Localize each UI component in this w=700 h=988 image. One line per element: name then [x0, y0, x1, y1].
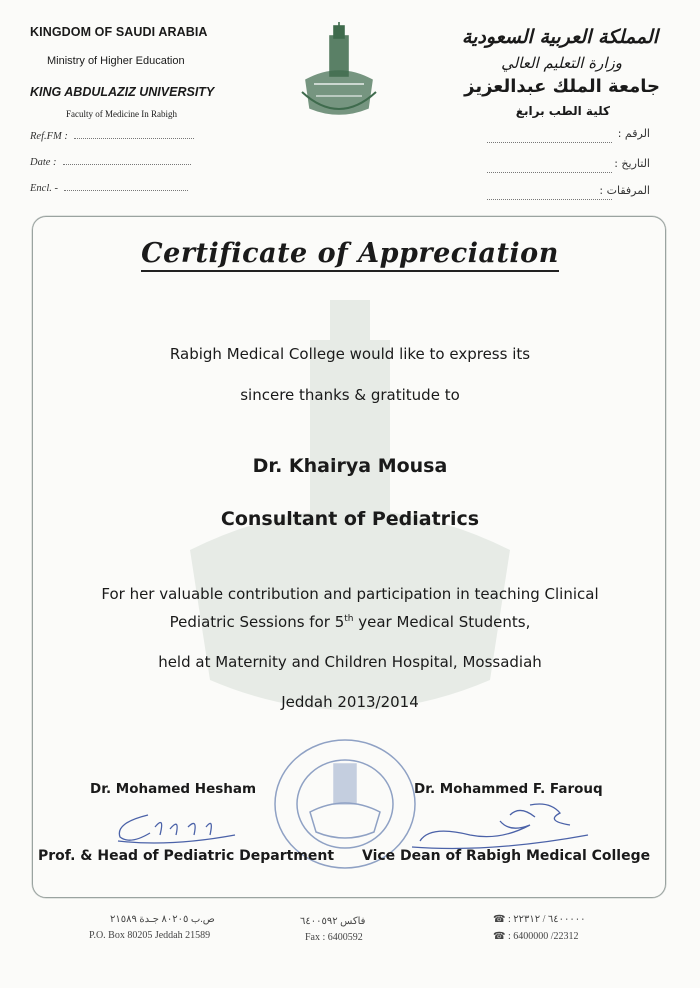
recipient-position: Consultant of Pediatrics: [220, 508, 480, 530]
recipient-name: Dr. Khairya Mousa: [252, 455, 448, 477]
footer-pobox: P.O. Box 80205 Jeddah 21589: [89, 930, 211, 941]
left-signature-icon: [110, 805, 240, 845]
footer-phone: ☎ : 6400000 /22312: [493, 931, 579, 942]
body-line-1: For her valuable contribution and participation in teaching Clinical: [101, 585, 599, 603]
body-line-3: held at Maternity and Children Hospital, Mossadiah: [158, 653, 542, 671]
certificate-title: [0, 238, 700, 269]
body-line-2-superscript: th: [344, 614, 354, 624]
arabic-ref-label: الرقم :: [617, 127, 650, 140]
arabic-encl-label: المرفقات :: [599, 184, 650, 197]
arabic-ministry-label: وزارة التعليم العالي: [501, 54, 622, 72]
arabic-date-label: التاريخ :: [614, 157, 650, 170]
footer-phone-arabic: ☎ : ٦٤٠٠٠٠٠ / ٢٢٣١٢: [493, 914, 586, 925]
arabic-encl-line: [487, 198, 612, 200]
left-signatory-title: Prof. & Head of Pediatric Department: [38, 848, 335, 864]
right-signature-icon: [410, 795, 590, 855]
faculty-label: Faculty of Medicine In Rabigh: [66, 109, 177, 119]
university-emblem-icon: [296, 22, 382, 130]
arabic-date-line: [487, 171, 612, 173]
watermark-emblem-icon: [160, 300, 540, 760]
encl-label: Encl. -: [30, 183, 58, 194]
ministry-label: Ministry of Higher Education: [47, 55, 185, 67]
footer-fax: Fax : 6400592: [305, 932, 363, 943]
arabic-kingdom-label: المملكة العربية السعودية: [461, 26, 658, 48]
body-line-4: Jeddah 2013/2014: [281, 693, 419, 711]
footer-pobox-arabic: ص.ب ٨٠٢٠٥ جـدة ٢١٥٨٩: [110, 914, 215, 925]
left-signatory-name: Dr. Mohamed Hesham: [90, 781, 257, 797]
ref-label: Ref.FM :: [30, 131, 68, 142]
date-label: Date :: [30, 157, 57, 168]
body-line-2-start: Pediatric Sessions for 5: [169, 613, 345, 631]
footer-fax-arabic: فاكس ٦٤٠٠٥٩٢: [300, 916, 366, 927]
body-line-2-end: year Medical Students,: [353, 613, 531, 631]
university-label: KING ABDULAZIZ UNIVERSITY: [30, 85, 215, 99]
arabic-ref-line: [487, 141, 612, 143]
date-field: [30, 156, 191, 168]
encl-field: [30, 182, 188, 194]
arabic-faculty-label: كلية الطب برابغ: [515, 104, 610, 118]
ref-field: [30, 130, 194, 142]
right-signatory-name: Dr. Mohammed F. Farouq: [414, 781, 603, 797]
intro-line-1: Rabigh Medical College would like to express its: [169, 345, 531, 363]
right-signatory-title: Vice Dean of Rabigh Medical College: [362, 848, 651, 864]
kingdom-label: KINGDOM OF SAUDI ARABIA: [30, 25, 208, 39]
intro-line-2: sincere thanks & gratitude to: [240, 386, 460, 404]
certificate-title-text: Certificate of Appreciation: [141, 238, 559, 272]
arabic-university-label: جامعة الملك عبدالعزيز: [464, 76, 660, 97]
body-line-2: [0, 613, 700, 631]
